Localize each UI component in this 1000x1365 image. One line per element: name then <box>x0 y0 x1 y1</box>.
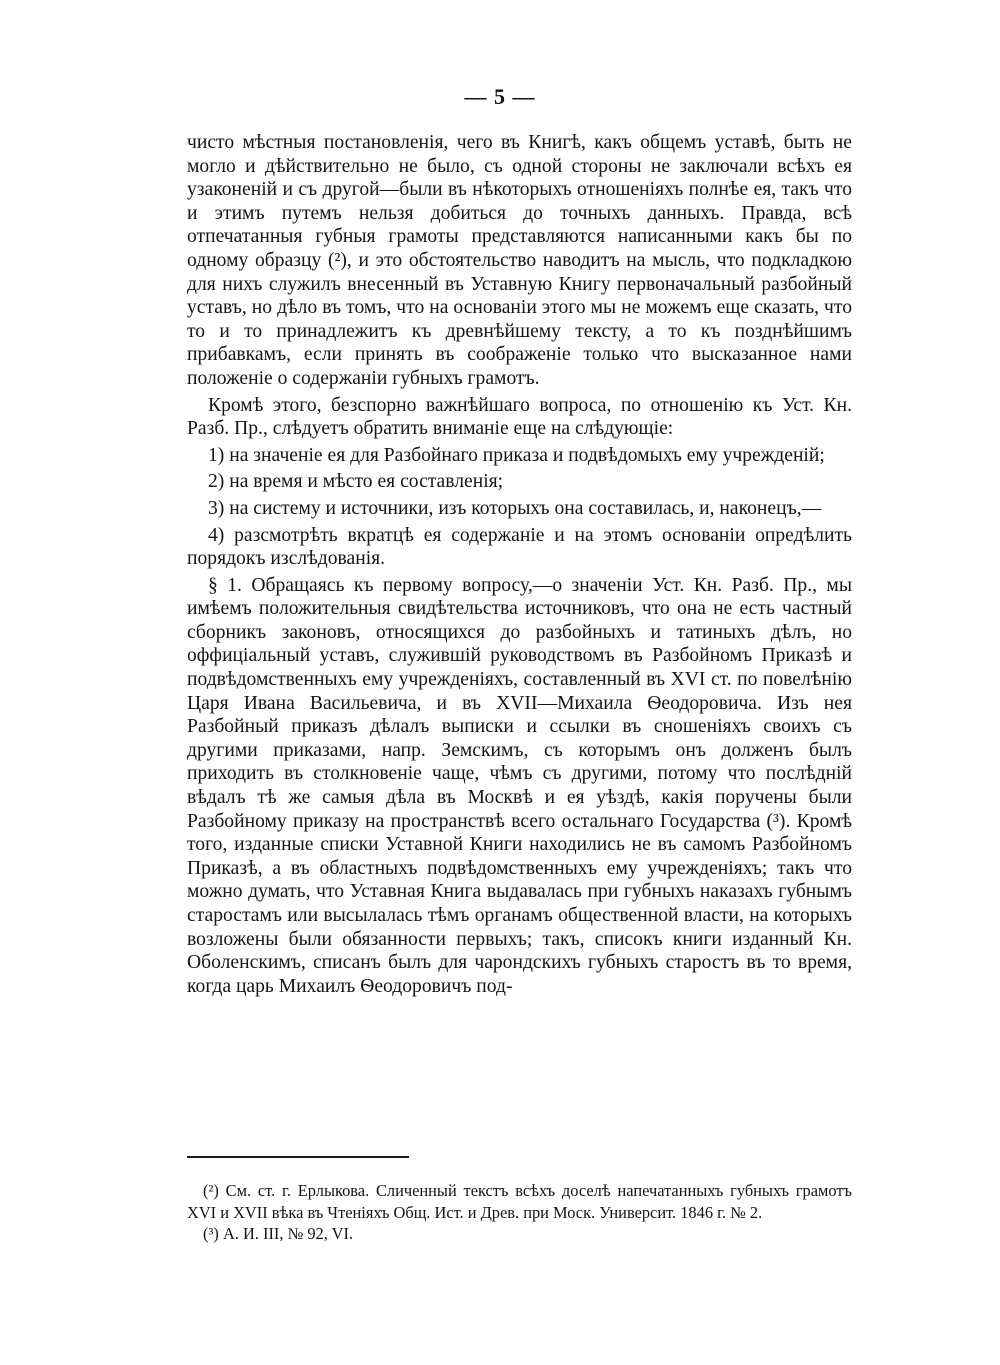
footnote-3-text: А. И. III, № 92, VI. <box>222 1224 354 1244</box>
paragraph-continuation: чисто мѣстныя постановленія, чего въ Книгѣ, какъ общемъ уставѣ, быть не могло и дѣйствительно не было, съ одной стороны не заключали всѣхъ ея узаконеній и съ другой—были въ нѣкоторыхъ отношеніяхъ полнѣе ея, такъ что и этимъ путемъ нельзя добиться до точныхъ данныхъ. Правда, всѣ отпечатанныя губныя грамоты представляются написанными какъ бы по одному образцу (²), и это обстоятельство наводитъ на мысль, что подкладкою для нихъ служилъ внесенный въ Уставную Книгу первоначальный разбойный уставъ, но дѣло въ томъ, что на основаніи этого мы не можемъ еще сказать, что то и то принадлежитъ къ древнѣйшему тексту, а то къ позднѣйшимъ прибавкамъ, если принять въ соображеніе только что высказанное нами положеніе о содержаніи губныхъ грамотъ. <box>187 132 852 389</box>
main-text <box>187 131 852 998</box>
page-number: — 5 — <box>464 84 536 109</box>
list-item-3: 3) на систему и источники, изъ которыхъ она составилась, и, наконецъ,— <box>208 497 822 519</box>
list-item-2: 2) на время и мѣсто ея составленія; <box>208 471 504 493</box>
section-1-paragraph: § 1. Обращаясь къ первому вопросу,—о значеніи Уст. Кн. Разб. Пр., мы имѣемъ положительныя свидѣтельства источниковъ, что она не есть частный сборникъ законовъ, относящихся до разбойныхъ и татиныхъ дѣлъ, но оффиціальный уставъ, служившій руководствомъ въ Разбойномъ Приказѣ и подвѣдомственныхъ ему учрежденіяхъ, составленный въ XVI ст. по повелѣнію Царя Ивана Васильевича, и въ XVII—Михаила Ѳеодоровича. Изъ нея Разбойный приказъ дѣлалъ выписки и ссылки въ сношеніяхъ своихъ съ другими приказами, напр. Земскимъ, съ которымъ онъ долженъ былъ приходить въ столкновеніе чаще, чѣмъ съ другими, потому что послѣдній вѣдалъ тѣ же самыя дѣла въ Москвѣ и ея уѣздѣ, какія поручены были Разбойному приказу на пространствѣ всего остальнаго Государства (³). Кромѣ того, изданные списки Уставной Книги находились не въ самомъ Разбойномъ Приказѣ, а въ областныхъ подвѣдомственныхъ ему учрежденіяхъ; такъ что можно думать, что Уставная Книга выдавалась при губныхъ наказахъ губнымъ старостамъ или высылалась тѣмъ органамъ общественной власти, на которыхъ возложены были обязанности первыхъ; такъ, списокъ книги изданный Кн. Оболенскимъ, списанъ былъ для чарондскихъ губныхъ старостъ въ то время, когда царь Михаилъ Ѳеодоровичъ под- <box>187 574 852 997</box>
list-item-1: 1) на значеніе ея для Разбойнаго приказа и подвѣдомыхъ ему учрежденій; <box>208 444 825 466</box>
footnote-3-mark: (³) <box>203 1224 219 1244</box>
paragraph-questions-intro: Кромѣ этого, безспорно важнѣйшаго вопроса, по отношенію къ Уст. Кн. Разб. Пр., слѣдуетъ обратить вниманіе еще на слѣдующіе: <box>187 394 852 440</box>
footnote-divider <box>187 1156 409 1158</box>
footnote-2-mark: (²) <box>203 1181 219 1200</box>
footnote-2 <box>187 1180 852 1223</box>
list-item-4: 4) разсмотрѣть вкратцѣ ея содержаніе и на этомъ основаніи опредѣлить порядокъ изслѣдованія. <box>187 524 852 570</box>
footnote-2-text: См. ст. г. Ерлыкова. Сличенный текстъ всѣхъ доселѣ напечатанныхъ губныхъ грамотъ XVI и XVII вѣка въ Чтеніяхъ Общ. Ист. и Древ. при Моск. Университ. 1846 г. № 2. <box>187 1181 852 1222</box>
footnote-3 <box>187 1223 852 1245</box>
footnotes <box>187 1180 852 1245</box>
